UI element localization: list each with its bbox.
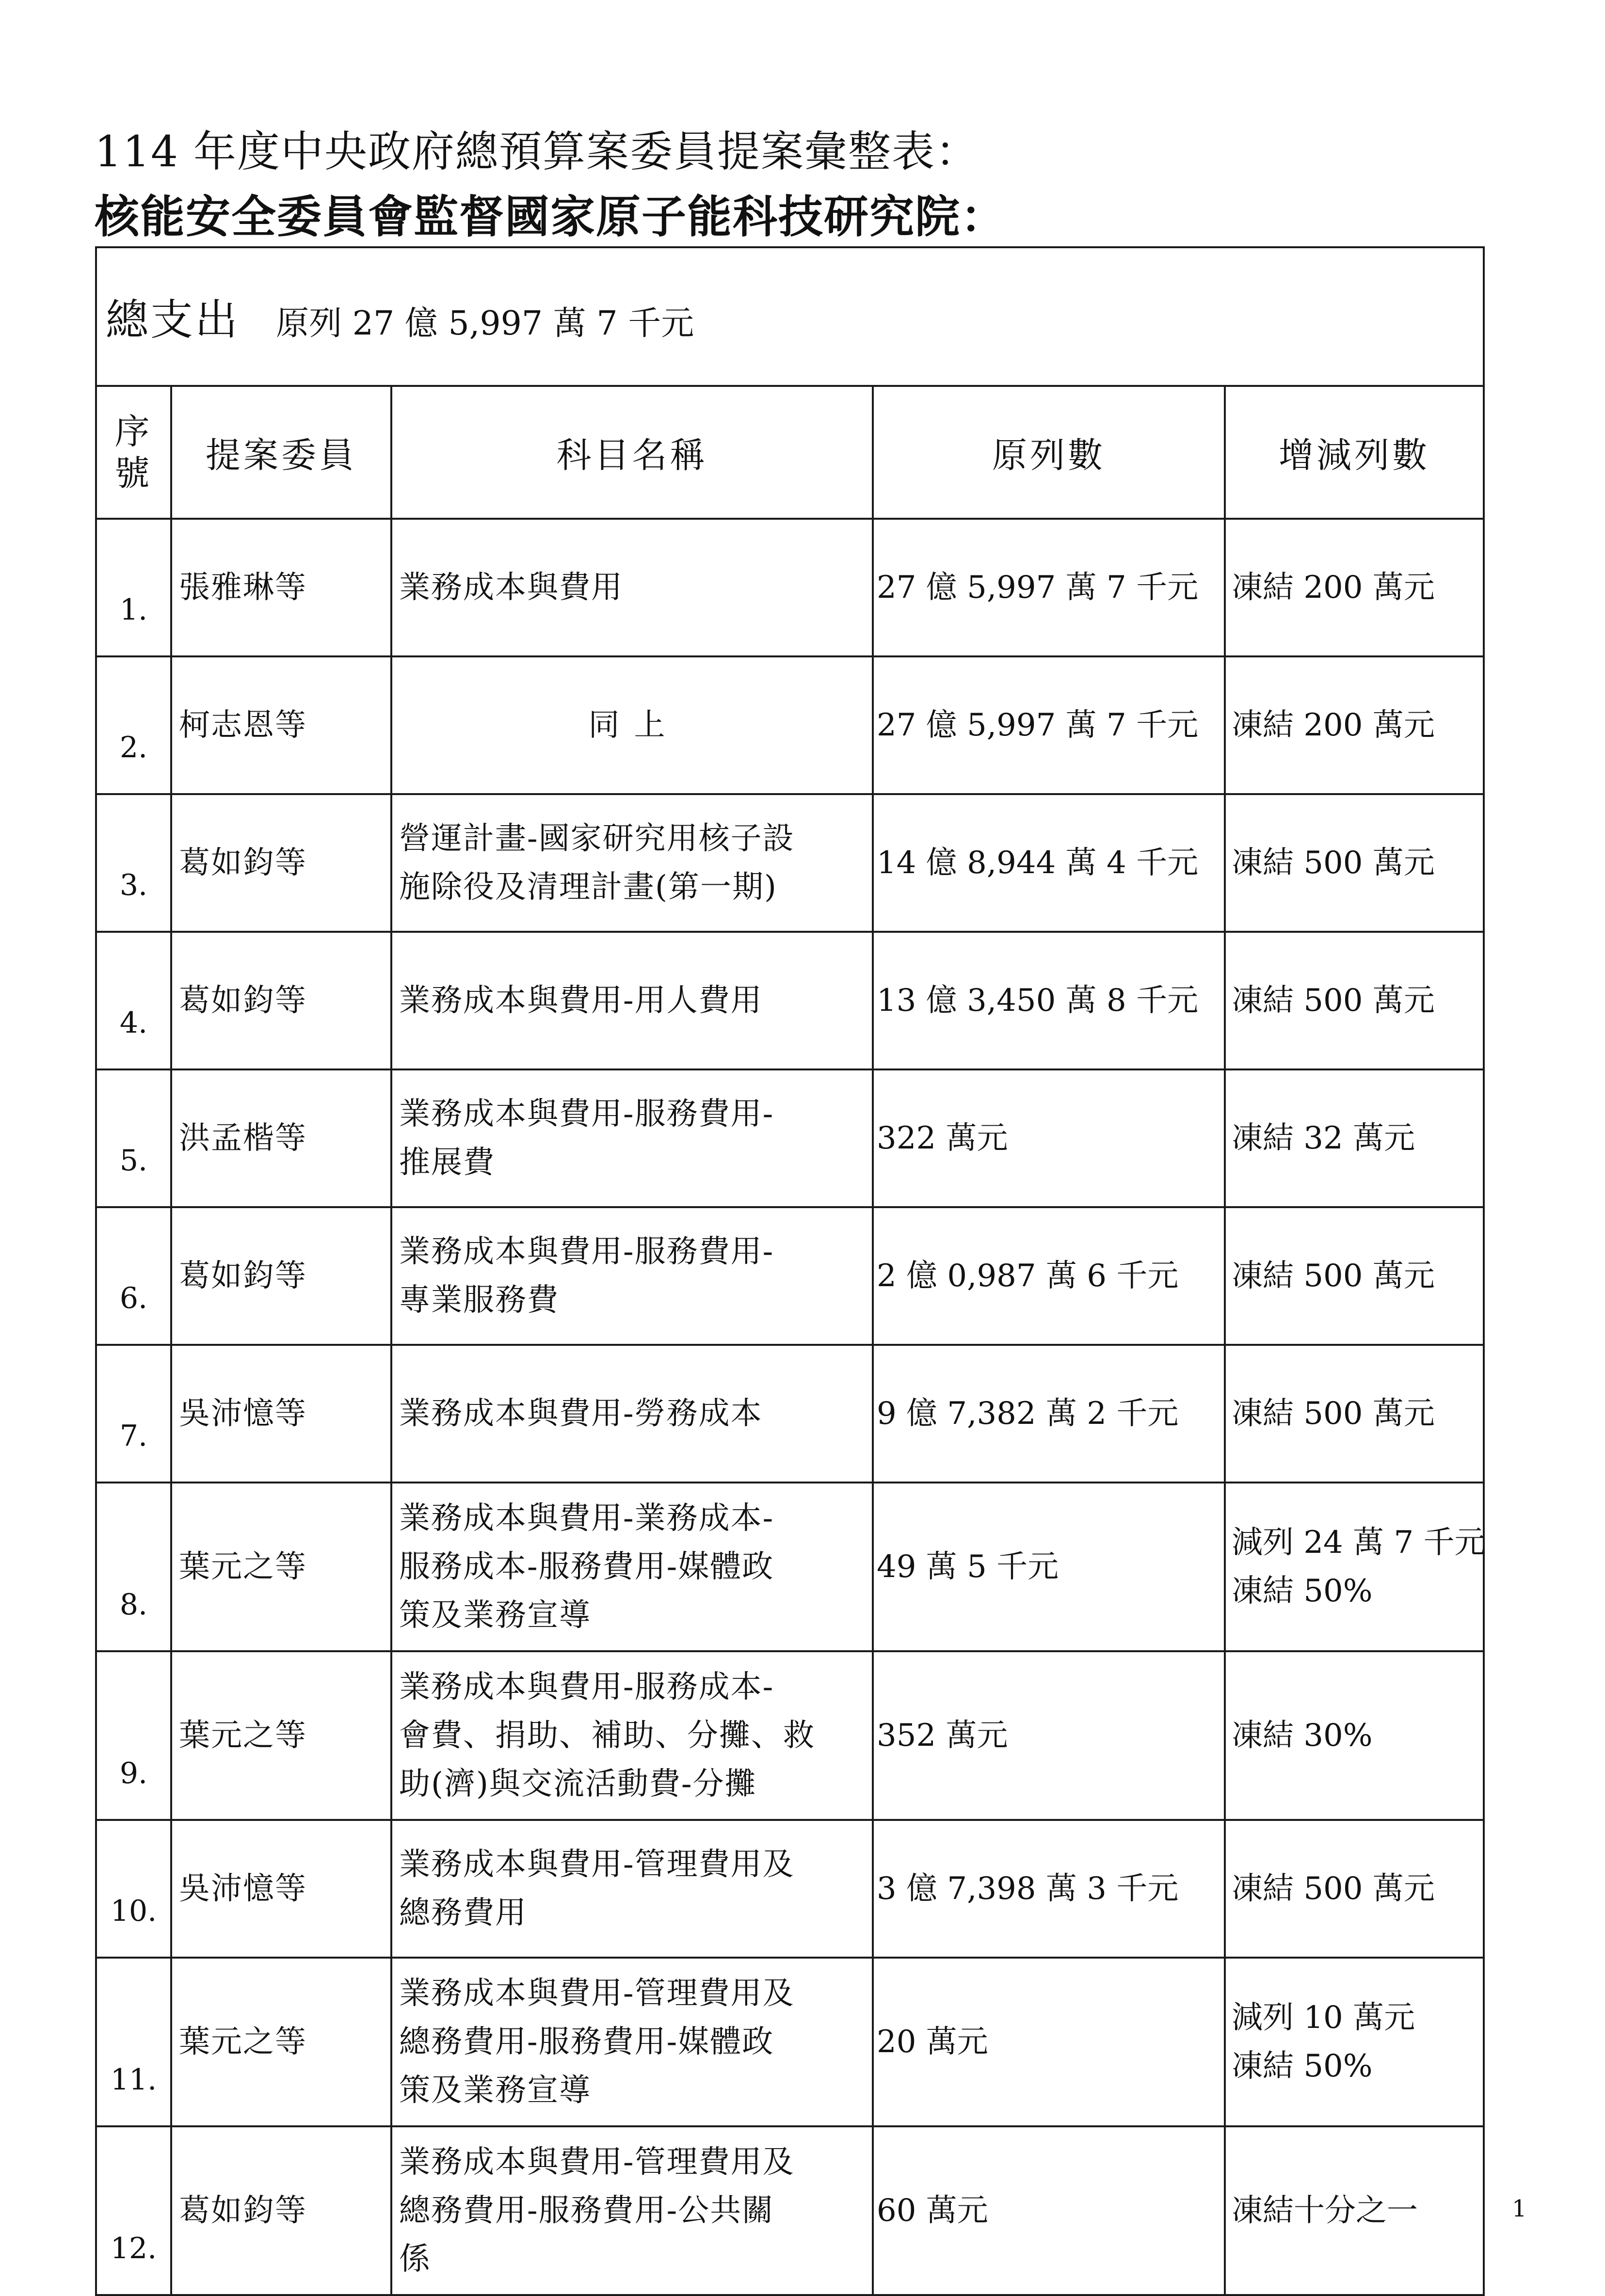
- row-member: 葛如鈞等: [171, 932, 391, 1069]
- header-change: 增減列數: [1225, 386, 1484, 519]
- row-member: 葛如鈞等: [171, 2126, 391, 2295]
- header-seq-line1: 序: [114, 411, 153, 452]
- page-number: 1: [1512, 2195, 1527, 2222]
- row-change: [1225, 519, 1484, 656]
- row-member: 葛如鈞等: [171, 1207, 391, 1345]
- table-row: [96, 519, 1484, 656]
- row-original: 3 億 7,398 萬 3 千元: [873, 1820, 1225, 1958]
- row-item: [391, 1958, 873, 2126]
- row-member: 葉元之等: [171, 1483, 391, 1651]
- row-item-line: 總務費用-服務費用-公共關: [399, 2193, 774, 2229]
- table-row: [96, 1958, 1484, 2126]
- row-member: 洪孟楷等: [171, 1069, 391, 1207]
- row-member: 吳沛憶等: [171, 1820, 391, 1958]
- proposal-rows: [96, 519, 1484, 2295]
- row-original: 49 萬 5 千元: [873, 1483, 1225, 1651]
- row-item: [391, 1820, 873, 1958]
- row-change-line: 凍結 200 萬元: [1232, 707, 1435, 743]
- row-item-line: 策及業務宣導: [399, 2073, 591, 2108]
- row-item: [391, 1483, 873, 1651]
- row-original: 9 億 7,382 萬 2 千元: [873, 1345, 1225, 1483]
- row-seq: 11.: [96, 1958, 171, 2126]
- table-row: [96, 794, 1484, 932]
- document-subtitle: 核能安全委員會監督國家原子能科技研究院：: [95, 191, 1007, 243]
- row-item-line: 業務成本與費用-服務成本-: [399, 1669, 774, 1705]
- header-member: 提案委員: [171, 386, 391, 519]
- header-original: 原列數: [873, 386, 1225, 519]
- row-item-line: 業務成本與費用-管理費用及: [399, 2144, 795, 2180]
- row-member: 吳沛憶等: [171, 1345, 391, 1483]
- row-seq: 4.: [96, 932, 171, 1069]
- row-change-line: 凍結 500 萬元: [1232, 845, 1435, 881]
- table-row: [96, 656, 1484, 794]
- row-change-line: 凍結 500 萬元: [1232, 1871, 1435, 1907]
- row-item-line: 業務成本與費用-勞務成本: [399, 1396, 763, 1432]
- row-change: [1225, 1069, 1484, 1207]
- row-item-line: 業務成本與費用-服務費用-: [399, 1234, 774, 1270]
- row-change-line: 減列 10 萬元: [1232, 2000, 1415, 2036]
- table-row: [96, 1820, 1484, 1958]
- row-item: [391, 932, 873, 1069]
- row-item-line: 專業服務費: [399, 1282, 559, 1318]
- row-original: 60 萬元: [873, 2126, 1225, 2295]
- row-item: [391, 1345, 873, 1483]
- row-original: 322 萬元: [873, 1069, 1225, 1207]
- row-change: [1225, 794, 1484, 932]
- row-seq: 3.: [96, 794, 171, 932]
- table-row: [96, 2126, 1484, 2295]
- row-item: [391, 1207, 873, 1345]
- summary-label: 總支出: [106, 295, 240, 345]
- row-seq: 6.: [96, 1207, 171, 1345]
- row-item-line: 業務成本與費用-業務成本-: [399, 1500, 774, 1536]
- row-item-line: 服務成本-服務費用-媒體政: [399, 1549, 774, 1585]
- row-change-line: 凍結 50%: [1232, 2048, 1373, 2084]
- row-item: [391, 656, 873, 794]
- row-member: 葉元之等: [171, 1651, 391, 1820]
- row-change: [1225, 1483, 1484, 1651]
- row-item: [391, 519, 873, 656]
- row-change-line: 凍結 200 萬元: [1232, 570, 1435, 606]
- row-original: 27 億 5,997 萬 7 千元: [873, 519, 1225, 656]
- row-original: 2 億 0,987 萬 6 千元: [873, 1207, 1225, 1345]
- row-change: [1225, 1345, 1484, 1483]
- row-item-line: 係: [399, 2241, 431, 2277]
- row-item-line: 總務費用: [399, 1895, 527, 1931]
- row-seq: 2.: [96, 656, 171, 794]
- row-change-line: 減列 24 萬 7 千元: [1232, 1525, 1486, 1561]
- table-row: [96, 932, 1484, 1069]
- row-item-line: 業務成本與費用-管理費用及: [399, 1976, 795, 2011]
- row-change: [1225, 1651, 1484, 1820]
- row-item-line: 推展費: [399, 1145, 495, 1180]
- row-item-line: 策及業務宣導: [399, 1597, 591, 1633]
- row-item: [391, 794, 873, 932]
- row-change-line: 凍結 500 萬元: [1232, 983, 1435, 1019]
- row-member: 葛如鈞等: [171, 794, 391, 932]
- table-row: [96, 1483, 1484, 1651]
- proposal-table: [95, 246, 1485, 2296]
- row-seq: 8.: [96, 1483, 171, 1651]
- row-original: 27 億 5,997 萬 7 千元: [873, 656, 1225, 794]
- row-change-line: 凍結十分之一: [1232, 2193, 1418, 2229]
- document-title: 114 年度中央政府總預算案委員提案彙整表：: [95, 127, 979, 176]
- header-row: [96, 386, 1484, 519]
- row-change: [1225, 1958, 1484, 2126]
- row-item-line: 營運計畫-國家研究用核子設: [399, 821, 795, 857]
- row-item-line: 同上: [588, 707, 680, 743]
- row-member: 柯志恩等: [171, 656, 391, 794]
- row-seq: 9.: [96, 1651, 171, 1820]
- row-change: [1225, 2126, 1484, 2295]
- row-change: [1225, 656, 1484, 794]
- table-row: [96, 1069, 1484, 1207]
- row-change: [1225, 932, 1484, 1069]
- row-item-line: 業務成本與費用: [399, 570, 623, 606]
- row-item: [391, 2126, 873, 2295]
- row-seq: 7.: [96, 1345, 171, 1483]
- row-change-line: 凍結 50%: [1232, 1573, 1373, 1609]
- row-item: [391, 1651, 873, 1820]
- row-member: 葉元之等: [171, 1958, 391, 2126]
- row-item-line: 助(濟)與交流活動費-分攤: [399, 1766, 757, 1802]
- row-change-line: 凍結 500 萬元: [1232, 1396, 1435, 1432]
- row-original: 13 億 3,450 萬 8 千元: [873, 932, 1225, 1069]
- row-original: 14 億 8,944 萬 4 千元: [873, 794, 1225, 932]
- row-change: [1225, 1820, 1484, 1958]
- row-item-line: 會費、捐助、補助、分攤、救: [399, 1718, 815, 1754]
- summary-cell: [96, 247, 1484, 386]
- row-seq: 10.: [96, 1820, 171, 1958]
- row-item-line: 業務成本與費用-用人費用: [399, 983, 763, 1019]
- header-seq: [96, 386, 171, 519]
- row-change-line: 凍結 30%: [1232, 1718, 1373, 1754]
- row-item: [391, 1069, 873, 1207]
- row-member: 張雅琳等: [171, 519, 391, 656]
- row-change: [1225, 1207, 1484, 1345]
- row-change-line: 凍結 500 萬元: [1232, 1258, 1435, 1294]
- header-seq-line2: 號: [114, 453, 153, 494]
- row-item-line: 總務費用-服務費用-媒體政: [399, 2024, 774, 2060]
- table-row: [96, 1345, 1484, 1483]
- summary-value: 原列 27 億 5,997 萬 7 千元: [276, 304, 694, 343]
- row-item-line: 業務成本與費用-服務費用-: [399, 1096, 774, 1132]
- summary-row: [96, 247, 1484, 386]
- row-original: 352 萬元: [873, 1651, 1225, 1820]
- row-item-line: 業務成本與費用-管理費用及: [399, 1847, 795, 1882]
- table-row: [96, 1207, 1484, 1345]
- row-seq: 1.: [96, 519, 171, 656]
- row-item-line: 施除役及清理計畫(第一期): [399, 869, 777, 905]
- table-row: [96, 1651, 1484, 1820]
- row-original: 20 萬元: [873, 1958, 1225, 2126]
- row-change-line: 凍結 32 萬元: [1232, 1120, 1415, 1156]
- row-seq: 5.: [96, 1069, 171, 1207]
- row-seq: 12.: [96, 2126, 171, 2295]
- header-item: 科目名稱: [391, 386, 873, 519]
